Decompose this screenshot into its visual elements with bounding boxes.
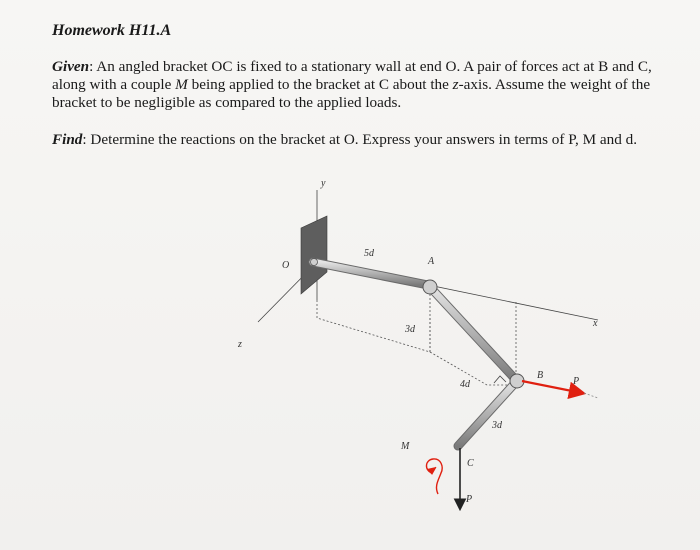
force-p-c-label: P [466,494,473,505]
joint-b [510,374,524,388]
axis-y-label: y [321,178,326,189]
axis-z-label: z [238,339,242,350]
point-o-label: O [282,260,290,271]
find-text-1: : Determine the reactions on the bracket at O. Express your answers in terms of P, M and d. [82,131,638,148]
right-angle-mark [494,376,506,383]
wall-plate [301,216,327,294]
given-text-3: -axis. Assume the weight of the bracket to be negligible as compared to the applied loads. [52,76,651,111]
axis-x-label: x [593,318,598,329]
force-p-b-label: P [573,376,580,387]
joint-o [311,259,318,266]
given-var-z: z [452,76,459,93]
given-text-1: : An angled bracket OC is fixed to a stationary wall at end O. A pair of forces act at B and C, along with a couple [52,58,652,93]
dim-3d-upper-label: 3d [405,324,415,335]
couple-m-arrowhead [427,467,436,474]
joint-a [423,280,437,294]
dim-5d-label: 5d [364,248,374,259]
page-title: Homework H11.A [52,22,172,39]
couple-m-label: M [401,441,410,452]
bracket-segment-oa [313,262,428,285]
point-b-label: B [537,370,544,381]
dim-4d-label: 4d [460,379,470,390]
point-a-label: A [428,256,435,267]
dim-3d-lower-label: 3d [492,420,502,431]
force-p-extension [584,393,598,398]
given-label: Given [52,58,90,75]
couple-m-arrow [426,459,442,494]
given-var-m: M [175,76,188,93]
find-label: Find [52,131,83,148]
given-text-2: being applied to the bracket at C about the [187,76,453,93]
point-c-label: C [467,458,474,469]
bracket-segment-ab [430,287,516,380]
bracket-segment-bc [458,382,516,446]
